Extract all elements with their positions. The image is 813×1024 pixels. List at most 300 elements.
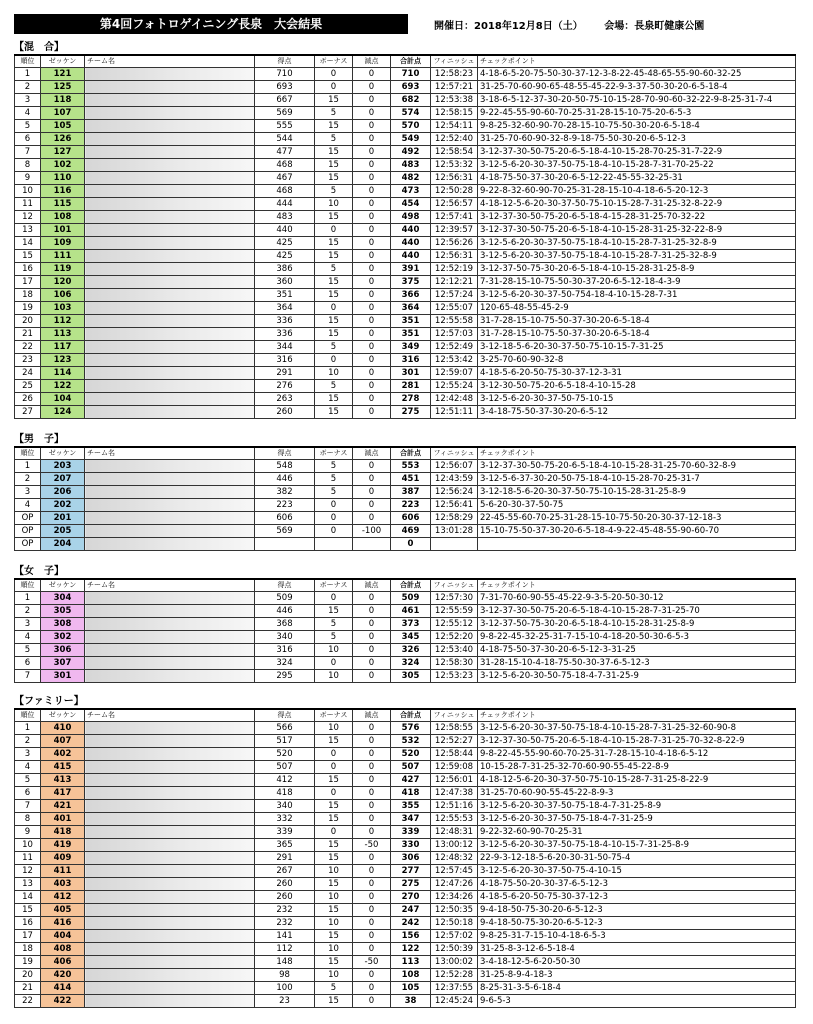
finish-time-cell: 13:01:28 [431,525,478,538]
table-row [15,878,796,891]
checkpoints-cell: 3-12-18-5-6-20-30-37-50-75-10-15-7-31-25 [478,341,796,354]
penalty-cell: 0 [353,787,391,800]
checkpoints-cell: 31-25-8-3-12-6-5-18-4 [478,943,796,956]
team-cell [85,956,255,969]
bib-cell: 308 [41,618,85,631]
checkpoints-cell: 7-31-70-60-90-55-45-22-9-3-5-20-50-30-12 [478,592,796,605]
finish-time-cell: 12:12:21 [431,276,478,289]
score-cell: 339 [255,826,315,839]
bib-cell: 201 [41,512,85,525]
bib-cell: 203 [41,460,85,473]
score-cell: 425 [255,250,315,263]
results-table [14,708,796,1008]
score-cell: 316 [255,644,315,657]
total-cell: 301 [391,367,431,380]
rank-cell: 3 [15,748,41,761]
team-cell [85,146,255,159]
team-cell [85,211,255,224]
team-cell [85,605,255,618]
score-cell: 468 [255,185,315,198]
penalty-cell: 0 [353,302,391,315]
bib-cell: 422 [41,995,85,1008]
team-cell [85,774,255,787]
penalty-cell: 0 [353,499,391,512]
checkpoints-cell: 3-12-5-6-20-30-37-50-75-18-4-10-15-28-7-31-25-32-8-9 [478,237,796,250]
total-cell: 440 [391,250,431,263]
finish-time-cell: 12:47:26 [431,878,478,891]
finish-time-cell: 12:48:32 [431,852,478,865]
penalty-cell: 0 [353,865,391,878]
bonus-cell: 10 [315,891,353,904]
bib-cell: 202 [41,499,85,512]
finish-time-cell: 12:58:54 [431,146,478,159]
checkpoints-cell: 9-8-25-31-7-15-10-4-18-6-5-3 [478,930,796,943]
checkpoints-cell: 4-18-12-5-6-20-30-37-50-75-10-15-28-7-31-25-32-8-22-9 [478,198,796,211]
rank-cell: 2 [15,605,41,618]
rank-cell: 13 [15,224,41,237]
checkpoints-cell: 4-18-5-6-20-50-75-30-37-12-3-31 [478,367,796,380]
finish-header: フィニッシュ [431,709,478,722]
penalty-cell: 0 [353,904,391,917]
penalty-cell: 0 [353,982,391,995]
team-cell [85,969,255,982]
score-cell: 291 [255,852,315,865]
total-cell: 469 [391,525,431,538]
bib-cell: 406 [41,956,85,969]
penalty-cell: 0 [353,68,391,81]
total-cell: 349 [391,341,431,354]
checkpoints-cell: 3-12-18-5-6-20-30-37-50-75-10-15-28-31-25-8-9 [478,486,796,499]
total-cell: 324 [391,657,431,670]
total-cell: 492 [391,146,431,159]
finish-time-cell: 12:56:01 [431,774,478,787]
table-row [15,380,796,393]
finish-time-cell: 12:55:53 [431,813,478,826]
results-table [14,446,796,551]
checkpoints-cell: 3-12-5-6-20-30-37-50-75-18-4-7-31-25-8-9 [478,800,796,813]
checkpoints-cell: 9-8-25-32-60-90-70-28-15-10-75-50-30-20-6-5-18-4 [478,120,796,133]
bonus-cell: 15 [315,995,353,1008]
total-cell: 682 [391,94,431,107]
rank-cell: 3 [15,618,41,631]
penalty-cell: 0 [353,185,391,198]
table-row [15,787,796,800]
total-cell: 242 [391,917,431,930]
team-cell [85,224,255,237]
rank-cell: 3 [15,486,41,499]
score-cell: 606 [255,512,315,525]
penalty-cell: 0 [353,813,391,826]
team-cell [85,81,255,94]
rank-cell: 16 [15,263,41,276]
bonus-cell: 15 [315,94,353,107]
finish-time-cell: 12:50:18 [431,917,478,930]
bonus-cell: 15 [315,605,353,618]
team-header: チーム名 [85,447,255,460]
score-cell: 336 [255,315,315,328]
team-header: チーム名 [85,579,255,592]
total-header: 合計点 [391,709,431,722]
team-cell [85,406,255,419]
finish-time-cell: 12:56:41 [431,499,478,512]
section-title: 【混 合】 [14,42,64,53]
bib-cell: 120 [41,276,85,289]
bonus-cell: 0 [315,657,353,670]
rank-cell: 7 [15,800,41,813]
team-cell [85,512,255,525]
finish-time-cell: 12:57:30 [431,592,478,605]
score-cell: 336 [255,328,315,341]
checkpoints-cell: 3-12-5-6-20-30-37-50-75-18-4-10-15-28-7-31-25-32-60-90-8 [478,722,796,735]
penalty-cell: -100 [353,525,391,538]
team-cell [85,982,255,995]
rank-cell: 4 [15,761,41,774]
rank-cell: OP [15,538,41,551]
finish-time-cell: 12:56:31 [431,172,478,185]
rank-cell: 15 [15,250,41,263]
bonus-cell: 0 [315,224,353,237]
team-cell [85,380,255,393]
section-title: 【ファミリー】 [14,696,84,707]
section-girls [14,566,795,683]
table-row [15,237,796,250]
team-cell [85,891,255,904]
bonus-cell: 5 [315,107,353,120]
score-cell: 468 [255,159,315,172]
section-family [14,696,795,1008]
penalty-cell: 0 [353,224,391,237]
bonus-cell: 10 [315,917,353,930]
finish-time-cell: 12:57:45 [431,865,478,878]
finish-time-cell: 12:58:44 [431,748,478,761]
score-cell: 446 [255,605,315,618]
team-cell [85,367,255,380]
bonus-cell: 5 [315,380,353,393]
rank-cell: 15 [15,904,41,917]
team-cell [85,250,255,263]
bonus-cell: 0 [315,748,353,761]
total-cell: 498 [391,211,431,224]
checkpoints-cell: 22-9-3-12-18-5-6-20-30-31-50-75-4 [478,852,796,865]
finish-time-cell: 12:37:55 [431,982,478,995]
score-cell: 332 [255,813,315,826]
table-row [15,68,796,81]
checkpoints-cell: 4-18-75-50-37-30-20-6-5-12-22-45-55-32-25-31 [478,172,796,185]
penalty-cell: 0 [353,644,391,657]
finish-header: フィニッシュ [431,55,478,68]
bonus-cell: 5 [315,263,353,276]
team-cell [85,486,255,499]
total-cell: 482 [391,172,431,185]
total-cell: 507 [391,761,431,774]
checkpoints-cell: 15-10-75-50-37-30-20-6-5-18-4-9-22-45-48-55-90-60-70 [478,525,796,538]
finish-header: フィニッシュ [431,447,478,460]
bib-cell: 115 [41,198,85,211]
finish-time-cell: 12:55:58 [431,315,478,328]
score-cell: 425 [255,237,315,250]
score-cell [255,538,315,551]
bib-header: ゼッケン [41,55,85,68]
bonus-cell: 10 [315,644,353,657]
team-header: チーム名 [85,709,255,722]
score-cell: 467 [255,172,315,185]
team-cell [85,263,255,276]
total-cell: 576 [391,722,431,735]
bib-cell: 107 [41,107,85,120]
checkpoints-cell: 31-25-8-9-4-18-3 [478,969,796,982]
bib-cell: 301 [41,670,85,683]
total-cell: 351 [391,328,431,341]
checkpoints-cell: 3-12-5-6-20-30-37-50-75-4-10-15 [478,865,796,878]
score-cell: 566 [255,722,315,735]
table-header-row [15,709,796,722]
bib-cell: 207 [41,473,85,486]
finish-time-cell: 12:56:31 [431,250,478,263]
total-cell: 113 [391,956,431,969]
table-row [15,995,796,1008]
penalty-cell: 0 [353,263,391,276]
team-cell [85,354,255,367]
team-cell [85,618,255,631]
bonus-header: ボーナス [315,55,353,68]
total-cell: 574 [391,107,431,120]
rank-cell: 2 [15,81,41,94]
bonus-cell: 0 [315,81,353,94]
bib-cell: 106 [41,289,85,302]
bib-cell: 126 [41,133,85,146]
checkpoints-cell: 3-12-5-6-20-30-37-50-754-18-4-10-15-28-7-31 [478,289,796,302]
table-row [15,592,796,605]
score-cell: 98 [255,969,315,982]
bonus-cell: 15 [315,852,353,865]
rank-cell: 2 [15,473,41,486]
checkpoints-cell: 31-7-28-15-10-75-50-37-30-20-6-5-18-4 [478,328,796,341]
rank-header: 順位 [15,709,41,722]
checkpoints-header: チェックポイント [478,709,796,722]
score-header: 得点 [255,579,315,592]
penalty-cell: 0 [353,878,391,891]
rank-cell: 20 [15,315,41,328]
bib-cell: 306 [41,644,85,657]
bib-cell: 113 [41,328,85,341]
finish-time-cell: 12:58:29 [431,512,478,525]
finish-time-cell: 12:59:08 [431,761,478,774]
checkpoints-cell: 8-25-31-3-5-6-18-4 [478,982,796,995]
table-row [15,94,796,107]
penalty-cell: 0 [353,315,391,328]
total-cell: 339 [391,826,431,839]
finish-time-cell: 12:55:12 [431,618,478,631]
finish-time-cell: 12:50:28 [431,185,478,198]
rank-cell: 17 [15,276,41,289]
penalty-cell: 0 [353,657,391,670]
checkpoints-cell: 3-12-37-30-50-75-20-6-5-18-4-10-15-28-7-31-25-70 [478,605,796,618]
checkpoints-header: チェックポイント [478,579,796,592]
team-cell [85,120,255,133]
table-row [15,761,796,774]
bonus-cell: 15 [315,120,353,133]
team-cell [85,722,255,735]
penalty-cell: 0 [353,289,391,302]
finish-time-cell: 12:52:28 [431,969,478,982]
table-row [15,460,796,473]
bib-cell: 206 [41,486,85,499]
finish-time-cell: 12:50:39 [431,943,478,956]
rank-cell: 10 [15,839,41,852]
team-header: チーム名 [85,55,255,68]
bonus-cell: 10 [315,865,353,878]
rank-cell: 7 [15,146,41,159]
bib-cell: 305 [41,605,85,618]
bonus-cell: 0 [315,512,353,525]
score-cell: 324 [255,657,315,670]
table-row [15,341,796,354]
total-cell: 247 [391,904,431,917]
checkpoints-cell: 31-25-70-60-90-55-45-22-8-9-3 [478,787,796,800]
total-cell: 278 [391,393,431,406]
table-row [15,917,796,930]
rank-cell: 25 [15,380,41,393]
finish-time-cell: 12:53:32 [431,159,478,172]
bib-cell: 412 [41,891,85,904]
bib-cell: 105 [41,120,85,133]
bib-cell: 413 [41,774,85,787]
total-cell: 373 [391,618,431,631]
penalty-cell: 0 [353,460,391,473]
team-cell [85,172,255,185]
penalty-cell: 0 [353,930,391,943]
bib-cell: 409 [41,852,85,865]
checkpoints-cell: 3-12-30-50-75-20-6-5-18-4-10-15-28 [478,380,796,393]
rank-cell: 8 [15,813,41,826]
total-cell: 553 [391,460,431,473]
table-row [15,930,796,943]
team-cell [85,670,255,683]
score-cell: 316 [255,354,315,367]
total-cell: 549 [391,133,431,146]
bonus-cell: 0 [315,761,353,774]
bib-cell: 205 [41,525,85,538]
rank-cell: 5 [15,120,41,133]
checkpoints-cell: 31-7-28-15-10-75-50-37-30-20-6-5-18-4 [478,315,796,328]
checkpoints-cell: 3-12-37-50-75-30-20-6-5-18-4-10-15-28-31-25-8-9 [478,263,796,276]
score-cell: 344 [255,341,315,354]
penalty-cell: 0 [353,748,391,761]
bonus-cell: 0 [315,787,353,800]
rank-cell: 1 [15,722,41,735]
penalty-cell: 0 [353,146,391,159]
event-info [434,17,722,32]
checkpoints-cell: 3-25-70-60-90-32-8 [478,354,796,367]
total-cell: 710 [391,68,431,81]
penalty-cell: 0 [353,354,391,367]
finish-time-cell: 12:59:07 [431,367,478,380]
bonus-cell: 0 [315,499,353,512]
table-row [15,982,796,995]
checkpoints-cell: 31-25-70-60-90-32-8-9-18-75-50-30-20-6-5-12-3 [478,133,796,146]
team-cell [85,538,255,551]
penalty-cell: 0 [353,172,391,185]
checkpoints-cell: 4-18-12-5-6-20-30-37-50-75-10-15-28-7-31-25-8-22-9 [478,774,796,787]
penalty-cell: 0 [353,826,391,839]
penalty-cell: 0 [353,917,391,930]
rank-cell: 27 [15,406,41,419]
bonus-cell: 10 [315,367,353,380]
score-cell: 340 [255,800,315,813]
score-cell: 386 [255,263,315,276]
penalty-cell: 0 [353,891,391,904]
bib-cell: 302 [41,631,85,644]
rank-cell: 9 [15,172,41,185]
rank-cell: 5 [15,774,41,787]
finish-time-cell: 12:58:23 [431,68,478,81]
bib-cell: 102 [41,159,85,172]
penalty-cell: 0 [353,237,391,250]
table-row [15,224,796,237]
total-cell: 347 [391,813,431,826]
penalty-cell: 0 [353,852,391,865]
finish-time-cell: 12:39:57 [431,224,478,237]
score-cell: 477 [255,146,315,159]
team-cell [85,473,255,486]
total-cell: 427 [391,774,431,787]
bib-cell: 118 [41,94,85,107]
checkpoints-cell: 9-6-5-3 [478,995,796,1008]
finish-time-cell: 12:56:26 [431,237,478,250]
total-cell: 440 [391,224,431,237]
table-row [15,367,796,380]
score-cell: 368 [255,618,315,631]
team-cell [85,341,255,354]
rank-cell: 4 [15,107,41,120]
table-row [15,328,796,341]
team-cell [85,237,255,250]
checkpoints-header: チェックポイント [478,55,796,68]
finish-time-cell: 12:52:20 [431,631,478,644]
score-cell: 232 [255,904,315,917]
total-cell: 454 [391,198,431,211]
score-cell: 23 [255,995,315,1008]
table-row [15,250,796,263]
rank-cell: 12 [15,211,41,224]
finish-time-cell: 12:55:07 [431,302,478,315]
penalty-cell: 0 [353,969,391,982]
penalty-cell: 0 [353,328,391,341]
finish-time-cell: 12:56:57 [431,198,478,211]
bonus-cell [315,538,353,551]
penalty-cell: 0 [353,341,391,354]
checkpoints-cell: 7-31-28-15-10-75-50-30-37-20-6-5-12-18-4-3-9 [478,276,796,289]
penalty-cell: 0 [353,211,391,224]
finish-time-cell: 12:54:11 [431,120,478,133]
score-cell: 260 [255,891,315,904]
bonus-cell: 15 [315,289,353,302]
bib-cell: 117 [41,341,85,354]
total-cell: 105 [391,982,431,995]
score-header: 得点 [255,447,315,460]
table-header-row [15,579,796,592]
table-row [15,289,796,302]
checkpoints-cell: 3-4-18-75-50-37-30-20-6-5-12 [478,406,796,419]
finish-time-cell: 12:58:30 [431,657,478,670]
total-cell: 156 [391,930,431,943]
penalty-cell: 0 [353,120,391,133]
bib-header: ゼッケン [41,579,85,592]
bonus-cell: 15 [315,878,353,891]
table-row [15,865,796,878]
score-cell: 295 [255,670,315,683]
total-cell: 270 [391,891,431,904]
